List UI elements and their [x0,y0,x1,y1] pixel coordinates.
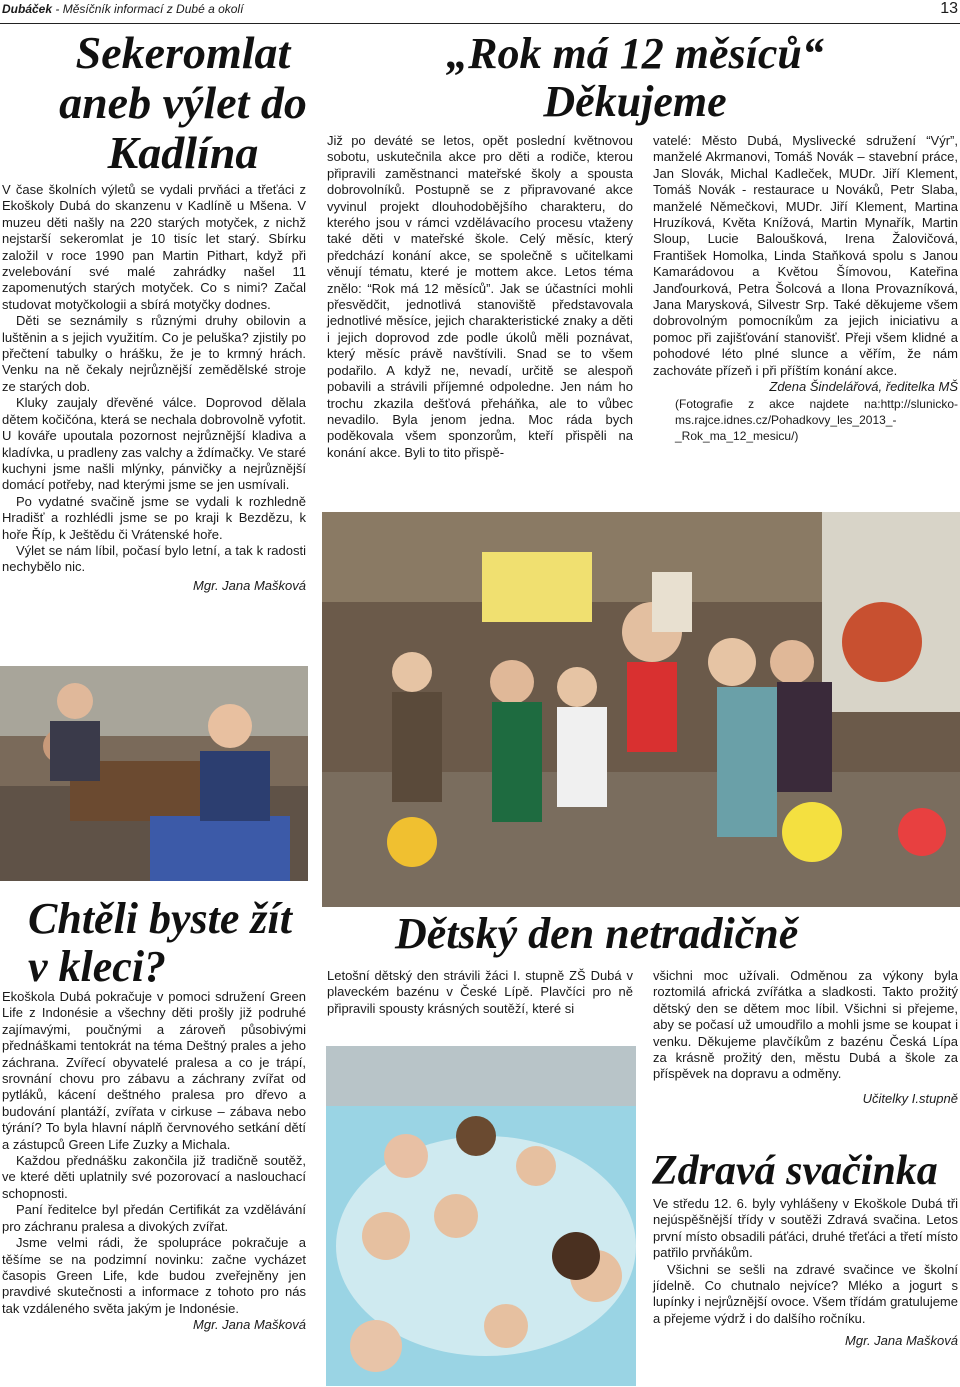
article-signature: Mgr. Jana Mašková [193,577,306,593]
article-rok-col-b [653,133,958,444]
article-signature: Mgr. Jana Mašková [845,1333,958,1349]
article-paragraph: Jsme velmi rádi, že spolupráce pokračuje a těšíme se na podzimní novinku: začne vycházet časopis Green Life, kde budou zveřejněny jen pravdivé skutečnosti a informace z tohoto pro nás tak vzdáleného světa jakým je Indonésie. [2,1235,306,1316]
publication-name: Dubáček [2,2,53,16]
article-title-chteli: Chtěli byste žít v kleci? [28,894,292,991]
article-paragraph: Ve středu 12. 6. byly vyhlášeny v Ekoškole Dubá tři nejúspěšnější třídy v soutěži Zdravá svačina. Letos první místo obsadili páťáci, druhé třeťáci a třetí místo patřilo prvňákům. [653,1196,958,1261]
photo-group-costumes [322,512,960,907]
photo-children-museum [0,666,308,881]
article-paragraph: Kluky zaujaly dřevěné válce. Doprovod dělala dětem kočičóna, která se nechala dobrovolně vyfotit. U kováře upoutala pozornost nejrůznější kladiva a kladívka, u pradleny zas valchy a ždímačky. Ve staré kuchyni jsme našli mlýnky, pánvičky a nejrůznější domácí potřeby, nad kterými jsme se jen usmívali. [2,395,306,493]
article-paragraph: Paní ředitelce byl předán Certifikát za vzdělávání pro záchranu pralesa a divokých zvířat. [2,1202,306,1234]
article-paragraph: Letošní dětský den strávili žáci I. stupně ZŠ Dubá v plaveckém bazénu v České Lípě. Plavčíci pro ně připravili spousty krásných soutěží, které si [327,968,633,1016]
article-signature: Učitelky I.stupně [862,1090,958,1106]
article-title-zdrava: Zdravá svačinka [652,1148,938,1194]
article-rok-col-a [327,133,633,461]
article-title-detsky: Dětský den netradičně [395,909,799,958]
article-paragraph: vatelé: Město Dubá, Myslivecké sdružení “Výr”, manželé Akrmanovi, Tomáš Novák – stavební práce, Jan Slovák, Michal Kadleček, MUDr. Jiří Klement, Tomáš Novák - restaurace u Nováků, Petr Slaba, manželé Němečkovi, MUDr. Jiří Klement, Martina Hruzíková, Květa Knížová, Martin Mynařík, Martin Sloup, Lucie Baloušková, Irena Žalovičová, František Homolka, Linda Staňková spolu s Janou Kamarádovou a Květou Šímovou, Kateřina Janďourková, Petra Šolcová a Ilona Provazníková, Jana Marysková, Silvestr Srp. Také děkujeme všem dobrovolným pomocníkům za jejich iniciativu a pomoc při zajišťování stanovišť. Přeji všem klidné a pohodové léto plné slunce a věřím, že nám zachováte přízeň i při příštím konání akce. [653,133,958,378]
article-sekeromlat [2,182,306,594]
page-number: 13 [940,0,958,17]
article-paragraph: Výlet se nám líbil, počasí bylo letní, a tak k radosti nechybělo nic. [2,542,306,575]
photo-link-note: (Fotografie z akce najdete na:http://slunicko-ms.rajce.idnes.cz/Pohadkovy_les_2013_-_Rok_ma_12_mesicu/) [675,396,958,443]
article-chteli [2,989,306,1334]
article-paragraph: Ekoškola Dubá pokračuje v pomoci sdružení Green Life z Indonésie a všechny děti prošly již podruhé zajímavými, poučnými a zároveň působivými přednáškami tentokrát na téma Deštný prales a jeho záchrana. Zvířecí obyvatelé pralesa a co je trápí, srovnání chovu pro zábavu a záchrany zvířat od pytláků, kácení deštného pralesa pro dřevo a budování plantáží, zvířata v cirkuse – zábava nebo týrání? To byla hlavní náplň červnového setkání dětí a zástupců Green Life Zuzky a Michala. [2,989,306,1152]
article-title-sekeromlat: Sekeromlat aneb výlet do Kadlína [59,27,307,178]
photo-children-pool [326,1046,636,1386]
article-signature: Mgr. Jana Mašková [193,1317,306,1333]
publication-subtitle: - Měsíčník informací z Dubé a okolí [52,2,244,16]
article-title-rok: „Rok má 12 měsíců“ Děkujeme [446,29,824,126]
article-paragraph: V čase školních výletů se vydali prvňáci a třeťáci z Ekoškoly Dubá do skanzenu v Kadlíně u Mšena. V muzeu děti našly na 220 starých motyček, z nichž nejstarší sekeromlat je 10 tisíc let starý. Sbírku založil v roce 1990 pan Martin Pithart, když při zvelebování své malé zahrádky našel 11 zapomenutých starých motyček. Co s nimi? Začal studovat motyčkologii a sbírá motyčky dodnes. [2,182,306,312]
article-paragraph: Všichni se sešli na zdravé svačince ve školní jídelně. Co chutnalo nejvíce? Mléko a jogurt s lupínky i nejrůznější ovoce. Všem třídám gratulujeme a přejeme výdrž i do dalšího ročníku. [653,1261,958,1326]
article-paragraph: Již po deváté se letos, opět poslední květnovou sobotu, uskutečnila akce pro děti a rodiče, kterou připravili zaměstnanci mateřské školy a spousta dobrovolníků. Postupně se z připravované akce vyvinul projekt dlouhodobějšího charakteru, do kterého jsou v rámci vzdělávacího procesu vtaženy také děti v mateřské škole. Celý měsíc, který předchází konání akce, se společně s učitelkami věnují tématu, které je mottem akce. Letos téma znělo: “Rok má 12 měsíců”. Jak se účastníci mohli přesvědčit, jednotlivá stanoviště představovala jednotlivé měsíce, jejich charakteristické znaky a děti i jejich doprovod zde podle úkolů měli poznávat, který měsíc právě navštívili. Snad se to všem podařilo. A když ne, nevadí, určitě se alespoň pobavili a strávili příjemné odpoledne. Jen nám ho trochu zkazila dešťová přeháňka, ale to vůbec nevadilo. Byla jenom jedna. Moc ráda bych poděkovala všem sponzorům, kteří přispěli na konání akce. Byli to tito přispě- [327,133,633,460]
article-detsky-col-b [653,968,958,1107]
article-paragraph: Každou přednášku zakončila již tradičně soutěž, ve které děti uplatnily své pozorovací a naslouchací schopnosti. [2,1153,306,1201]
article-paragraph: všichni moc užívali. Odměnou za výkony byla roztomilá africká zvířátka a sladkosti. Takto prožitý dětský den se dětem moc líbil. Všichni si přejeme, aby se počasí už umoudřilo a mohli jsme se koupat i venku. Děkujeme plavčíkům z bazénu Česká Lípa za krásně prožitý den, městu Dubá a škole za příspěvek na dopravu a odměny. [653,968,958,1082]
article-zdrava [653,1196,958,1350]
article-paragraph: Po vydatné svačině jsme se vydali k rozhledně Hradišť a rozhlédli jsme se po kraji k Bezdězu, k hoře Říp, k Ještědu či Vrátenské hoře. [2,493,306,542]
article-detsky-col-a [327,968,633,1017]
article-paragraph: Děti se seznámily s různými druhy obilovin a luštěnin a s jejich využitím. Co je peluška? zjistily po přečtení tabulky o hrášku, že je to krmný hrách. Venku na ně čekaly nejrůznější zemědělské stroje ze starých dob. [2,313,306,394]
page-header [0,0,960,24]
article-signature: Zdena Šindelářová, ředitelka MŠ [769,379,958,395]
publication-masthead [2,2,243,16]
